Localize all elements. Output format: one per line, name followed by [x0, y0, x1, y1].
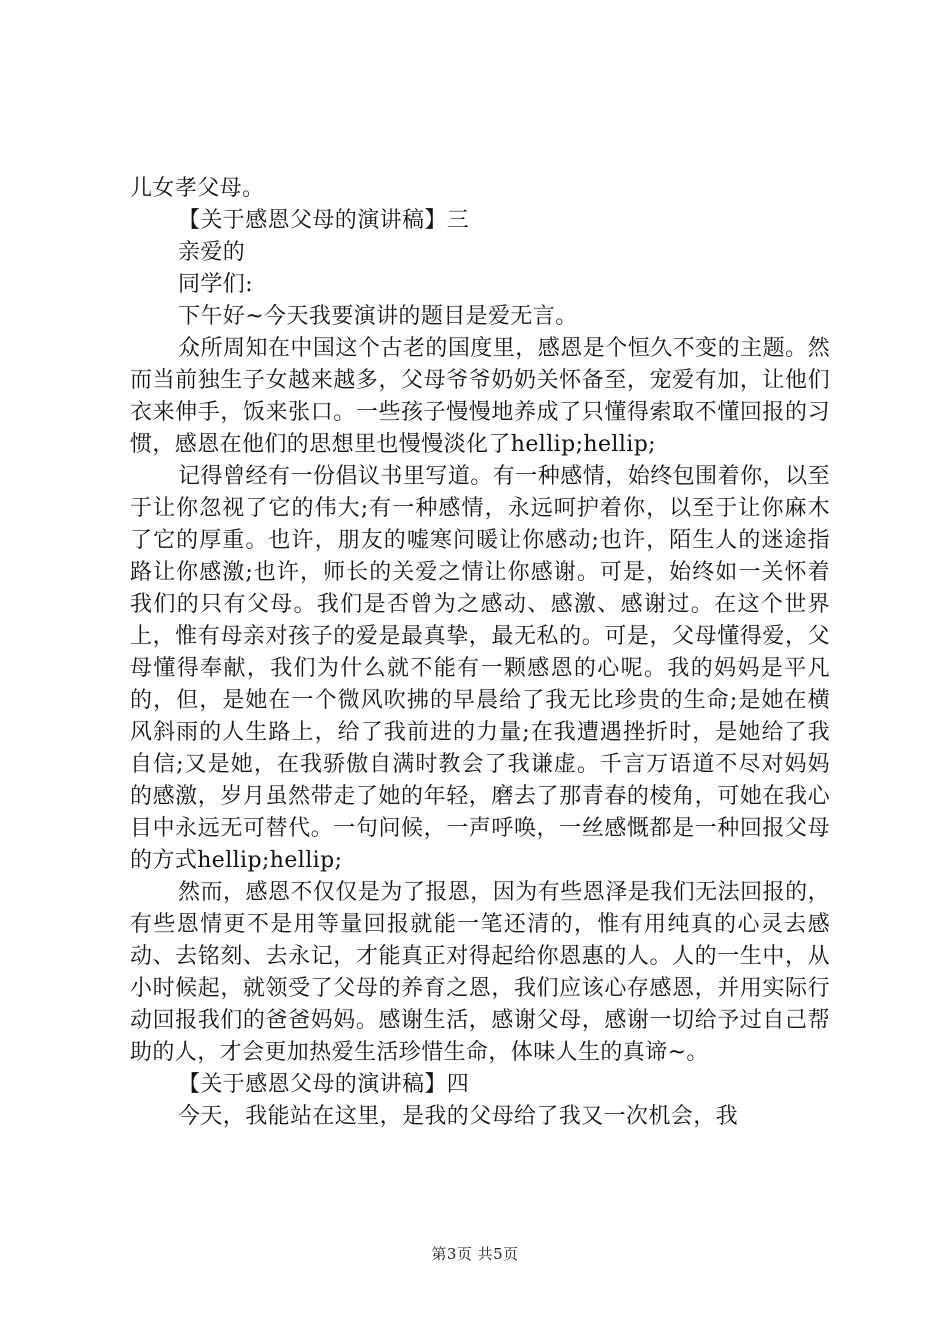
section-heading-4: 【关于感恩父母的演讲稿】四	[178, 1072, 470, 1097]
paragraph-5: 今天，我能站在这里，是我的父母给了我又一次机会，我	[178, 1104, 739, 1129]
salutation-line-1: 亲爱的	[178, 240, 246, 265]
salutation-line-2: 同学们:	[178, 272, 254, 297]
section-heading-3: 【关于感恩父母的演讲稿】三	[178, 208, 470, 233]
greeting-paragraph: 下午好~今天我要演讲的题目是爱无言。	[178, 304, 578, 329]
page-number-footer: 第3页 共5页	[431, 1245, 519, 1263]
paragraph-1: 儿女孝父母。	[130, 176, 265, 201]
document-body	[130, 173, 830, 1133]
paragraph-2: 众所周知在中国这个古老的国度里，感恩是个恒久不变的主题。然而当前独生子女越来越多，父母爷爷奶奶关怀备至，宠爱有加，让他们衣来伸手，饭来张口。一些孩子慢慢地养成了只懂得索取不懂回报的习惯，感恩在他们的思想里也慢慢淡化了hellip;hellip;	[130, 336, 830, 457]
paragraph-3: 记得曾经有一份倡议书里写道。有一种感情，始终包围着你，以至于让你忽视了它的伟大;有一种感情，永远呵护着你，以至于让你麻木了它的厚重。也许，朋友的嘘寒问暖让你感动;也许，陌生人的迷途指路让你感激;也许，师长的关爱之情让你感谢。可是，始终如一关怀着我们的只有父母。我们是否曾为之感动、感激、感谢过。在这个世界上，惟有母亲对孩子的爱是最真挚，最无私的。可是，父母懂得爱，父母懂得奉献，我们为什么就不能有一颗感恩的心呢。我的妈妈是平凡的，但，是她在一个微风吹拂的早晨给了我无比珍贵的生命;是她在横风斜雨的人生路上，给了我前进的力量;在我遭遇挫折时，是她给了我自信;又是她，在我骄傲自满时教会了我谦虚。千言万语道不尽对妈妈的感激，岁月虽然带走了她的年轻，磨去了那青春的棱角，可她在我心目中永远无可替代。一句问候，一声呼唤，一丝感慨都是一种回报父母的方式hellip;hellip;	[130, 464, 830, 873]
paragraph-4: 然而，感恩不仅仅是为了报恩，因为有些恩泽是我们无法回报的，有些恩情更不是用等量回报就能一笔还清的，惟有用纯真的心灵去感动、去铭刻、去永记，才能真正对得起给你恩惠的人。人的一生中，从小时候起，就领受了父母的养育之恩，我们应该心存感恩，并用实际行动回报我们的爸爸妈妈。感谢生活，感谢父母，感谢一切给予过自己帮助的人，才会更加热爱生活珍惜生命，体味人生的真谛~。	[130, 880, 830, 1065]
